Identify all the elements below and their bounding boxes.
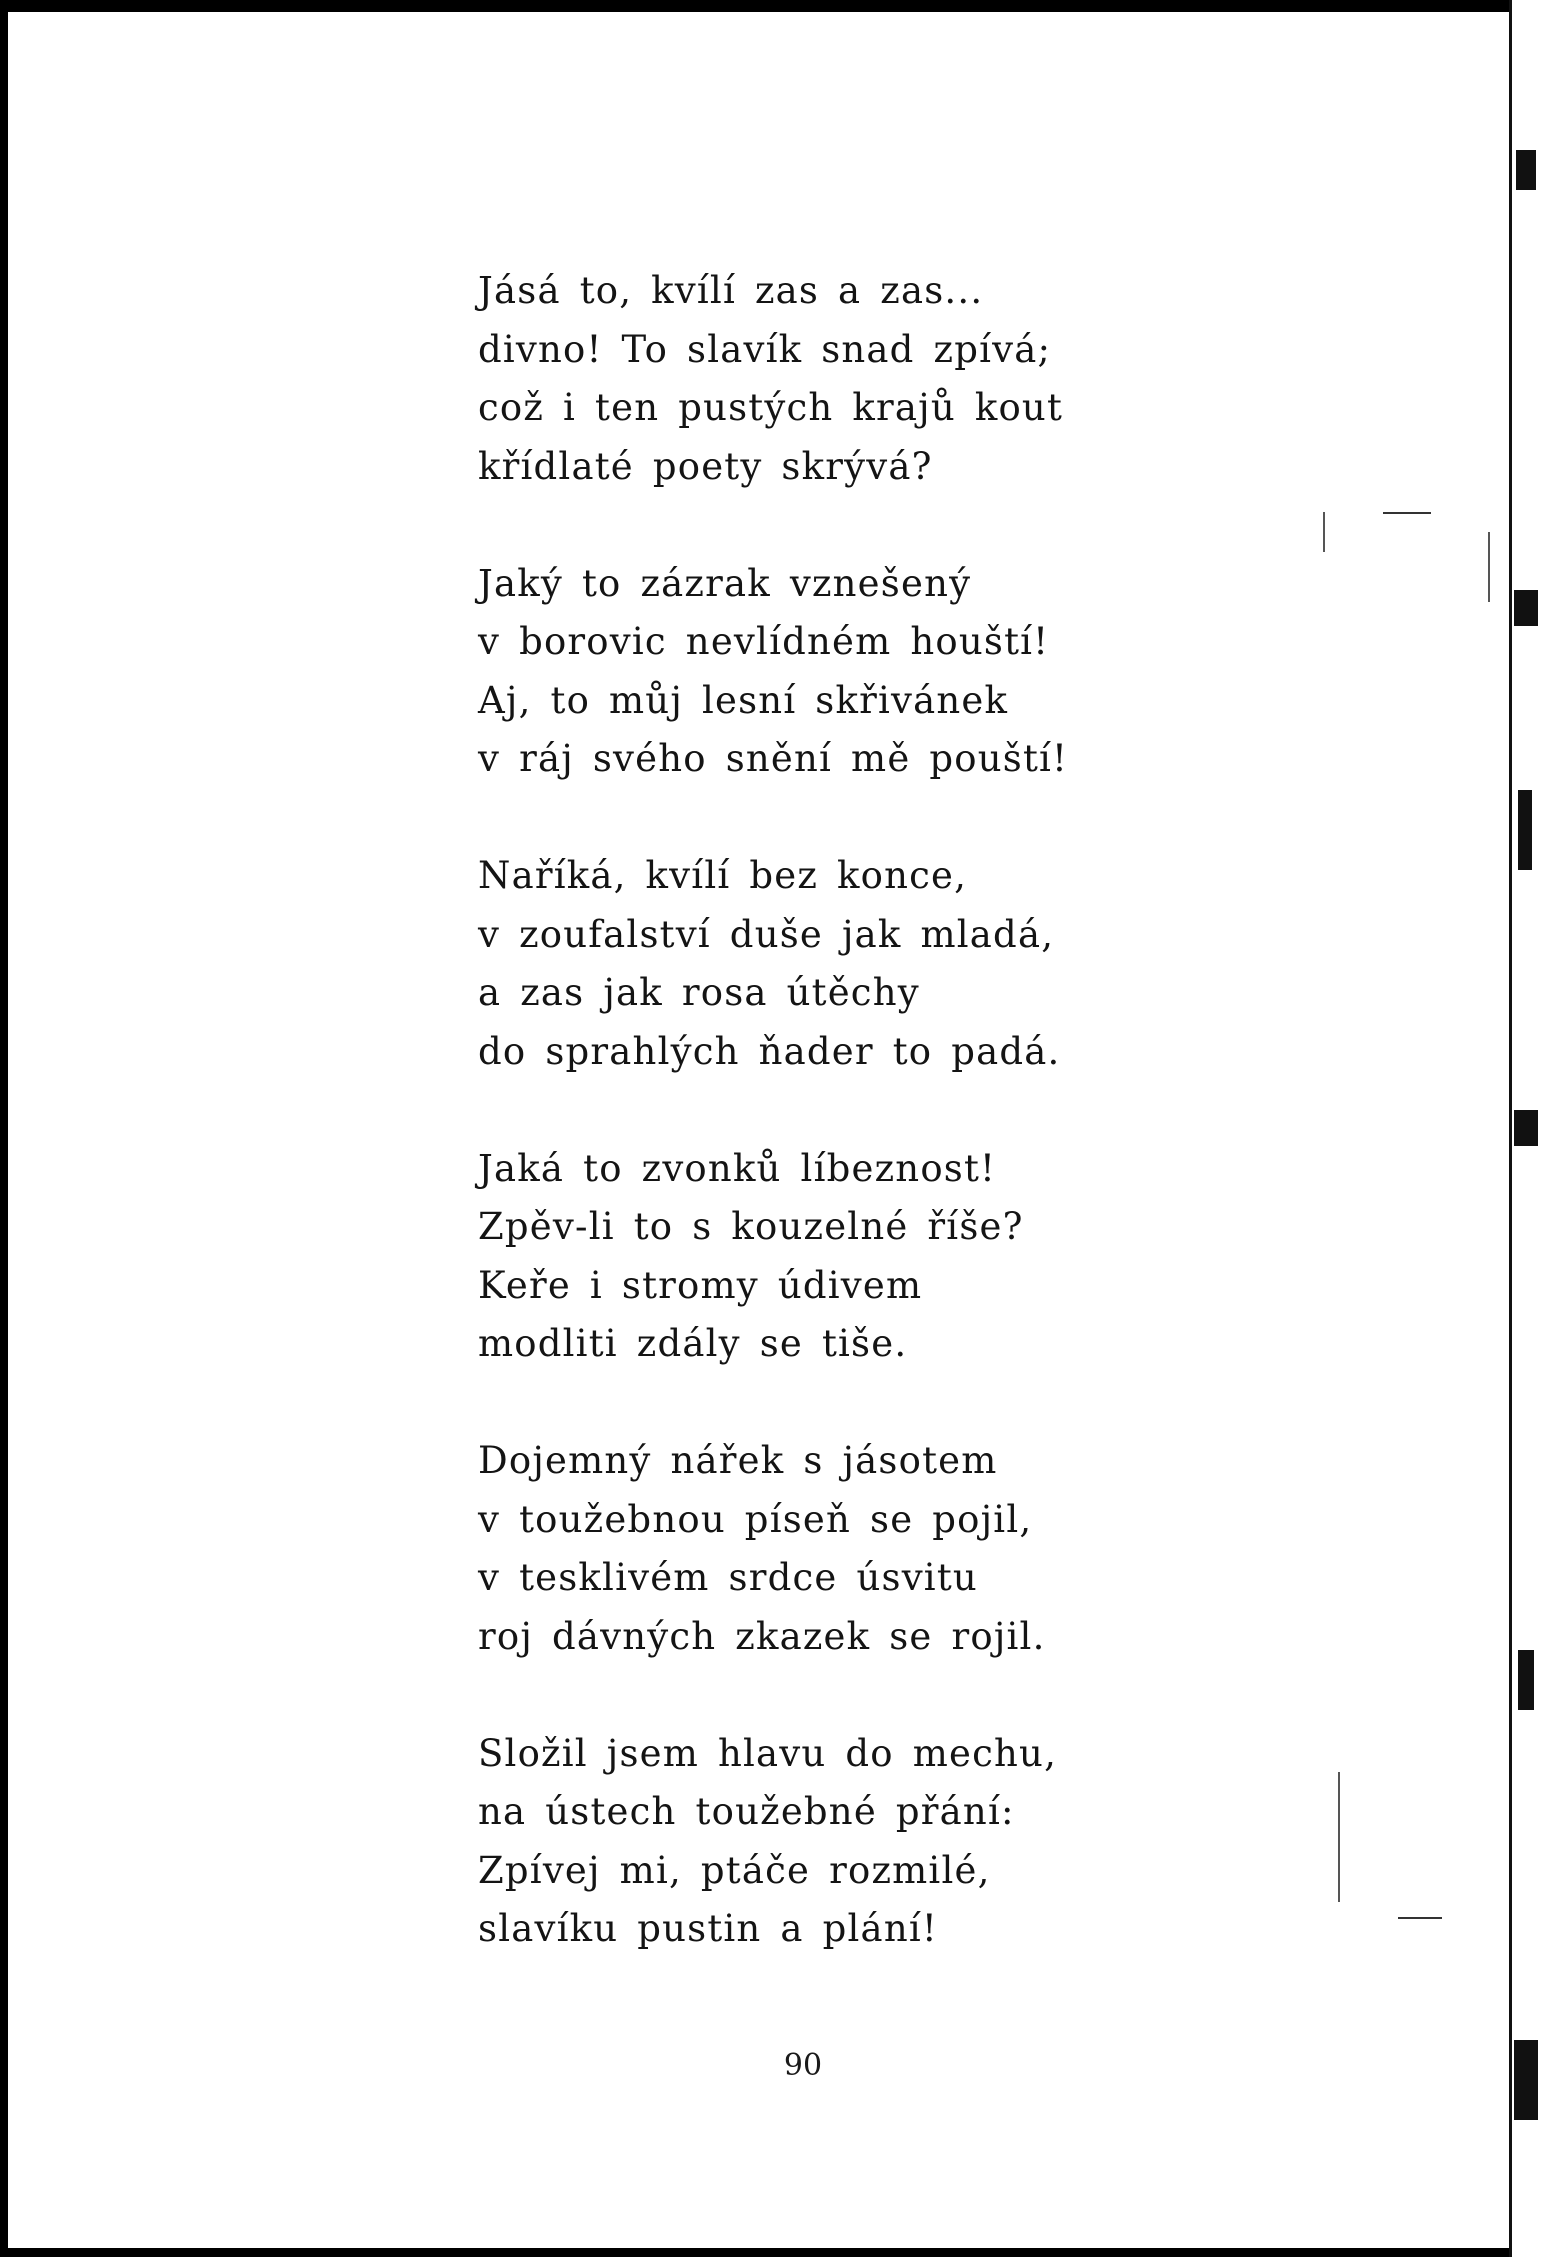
verse-line: Jásá to, kvílí zas a zas... [478,269,984,312]
scan-artifact [1383,512,1431,514]
stanza-2 [478,555,1118,789]
adjacent-page-edge [1509,0,1542,2257]
verse-line: na ústech toužebné přání: [478,1790,1015,1833]
verse-line: křídlaté poety skrývá? [478,444,933,488]
stanza-5 [478,1432,1118,1666]
edge-mark [1518,1650,1534,1710]
edge-mark [1514,2040,1538,2120]
verse-line: Zpěv-li to s kouzelné říše? [478,1205,1024,1248]
paper-sheet [8,12,1528,2248]
scan-artifact [1398,1917,1442,1919]
scan-artifact [1323,512,1325,552]
verse-line: v borovic nevlídném houští! [478,620,1050,663]
verse-line: což i ten pustých krajů kout [478,386,1064,429]
stanza-3 [478,847,1118,1081]
verse-line: v tesklivém srdce úsvitu [478,1556,978,1599]
page-number: 90 [783,2048,823,2083]
verse-line: Dojemný nářek s jásotem [478,1439,998,1482]
verse-line: roj dávných zkazek se rojil. [478,1614,1046,1658]
stanza-4 [478,1140,1118,1374]
stanza-6 [478,1725,1118,1959]
verse-line: divno! To slavík snad zpívá; [478,327,1052,371]
verse-line: Zpívej mi, ptáče rozmilé, [478,1848,991,1892]
stanza-1 [478,262,1118,496]
scan-artifact [1488,532,1490,602]
verse-line: v toužebnou píseň se pojil, [478,1497,1033,1541]
verse-line: Jaký to zázrak vznešený [478,561,972,605]
verse-line: slavíku pustin a plání! [478,1907,938,1950]
verse-line: Aj, to můj lesní skřivánek [478,678,1009,722]
edge-mark [1516,150,1536,190]
verse-line: v zoufalství duše jak mladá, [478,912,1055,956]
verse-line: Složil jsem hlavu do mechu, [478,1731,1058,1775]
scan-artifact [1338,1772,1340,1902]
poem [478,262,1118,2017]
verse-line: do sprahlých ňader to padá. [478,1029,1061,1073]
verse-line: modliti zdály se tiše. [478,1322,908,1365]
verse-line: a zas jak rosa útěchy [478,971,920,1014]
edge-mark [1518,790,1532,870]
edge-mark [1514,1110,1538,1146]
verse-line: Jaká to zvonků líbeznost! [478,1146,997,1190]
edge-mark [1514,590,1538,626]
verse-line: v ráj svého snění mě pouští! [478,737,1069,780]
verse-line: Naříká, kvílí bez konce, [478,854,968,897]
verse-line: Keře i stromy údivem [478,1263,923,1307]
